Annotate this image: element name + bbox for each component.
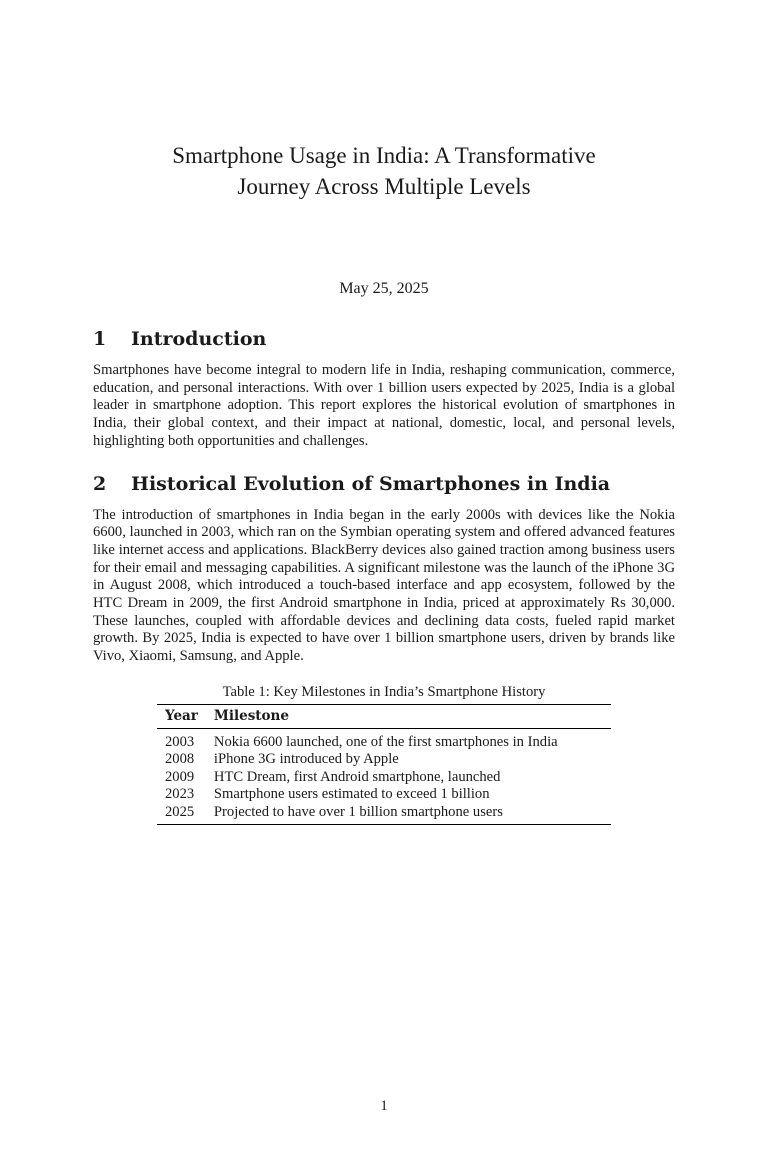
table-caption: Table 1: Key Milestones in India’s Smartphone History — [222, 683, 546, 700]
section-heading-introduction — [93, 328, 675, 350]
milestones-table-container — [93, 684, 675, 826]
section-title: Introduction — [131, 328, 267, 350]
section-number: 2 — [93, 472, 107, 495]
table-row — [157, 786, 611, 804]
milestone-cell: iPhone 3G introduced by Apple — [213, 751, 399, 768]
milestone-cell: HTC Dream, first Android smartphone, launched — [213, 768, 501, 785]
table-row — [157, 769, 611, 787]
year-cell: 2023 — [165, 786, 195, 803]
section-heading-historical-evolution — [93, 473, 675, 495]
table-row — [157, 804, 611, 825]
document-title — [93, 140, 675, 202]
document-page — [0, 140, 768, 1164]
milestone-cell: Smartphone users estimated to exceed 1 billion — [213, 786, 490, 803]
milestones-table — [157, 704, 611, 826]
year-cell: 2025 — [165, 803, 195, 820]
table-header-row — [157, 704, 611, 728]
introduction-paragraph: Smartphones have become integral to modern life in India, reshaping communication, commerce, education, and personal interactions. With over 1 billion users expected by 2025, India is a global leader in smartphone adoption. This report explores the historical evolution of smartphones in India, their global context, and their impact at national, domestic, local, and personal levels, highlighting both opportunities and challenges. — [93, 362, 675, 449]
year-cell: 2003 — [165, 733, 195, 750]
year-cell: 2009 — [165, 768, 195, 785]
title-line-2: Journey Across Multiple Levels — [237, 174, 531, 199]
section-title: Historical Evolution of Smartphones in India — [131, 472, 611, 495]
section-number: 1 — [93, 328, 107, 350]
title-line-1: Smartphone Usage in India: A Transformative — [172, 143, 596, 168]
milestone-cell: Nokia 6600 launched, one of the first smartphones in India — [213, 733, 558, 750]
milestone-cell: Projected to have over 1 billion smartphone users — [213, 803, 503, 820]
year-cell: 2008 — [165, 751, 195, 768]
column-header-year: Year — [157, 704, 206, 728]
historical-evolution-paragraph: The introduction of smartphones in India began in the early 2000s with devices like the Nokia 6600, launched in 2003, which ran on the Symbian operating system and offered advanced features like internet access and applications. BlackBerry devices also gained traction among business users for their email and messaging capabilities. A significant milestone was the launch of the iPhone 3G in August 2008, which introduced a touch-based interface and app ecosystem, followed by the HTC Dream in 2009, the first Android smartphone in India, priced at approximately Rs 30,000. These launches, coupled with affordable devices and declining data costs, fueled rapid market growth. By 2025, India is expected to have over 1 billion smartphone users, driven by brands like Vivo, Xiaomi, Samsung, and Apple. — [93, 506, 675, 665]
column-header-milestone: Milestone — [206, 704, 611, 728]
page-number: 1 — [380, 1098, 388, 1114]
document-date: May 25, 2025 — [339, 280, 429, 297]
table-row — [157, 728, 611, 751]
table-row — [157, 751, 611, 769]
